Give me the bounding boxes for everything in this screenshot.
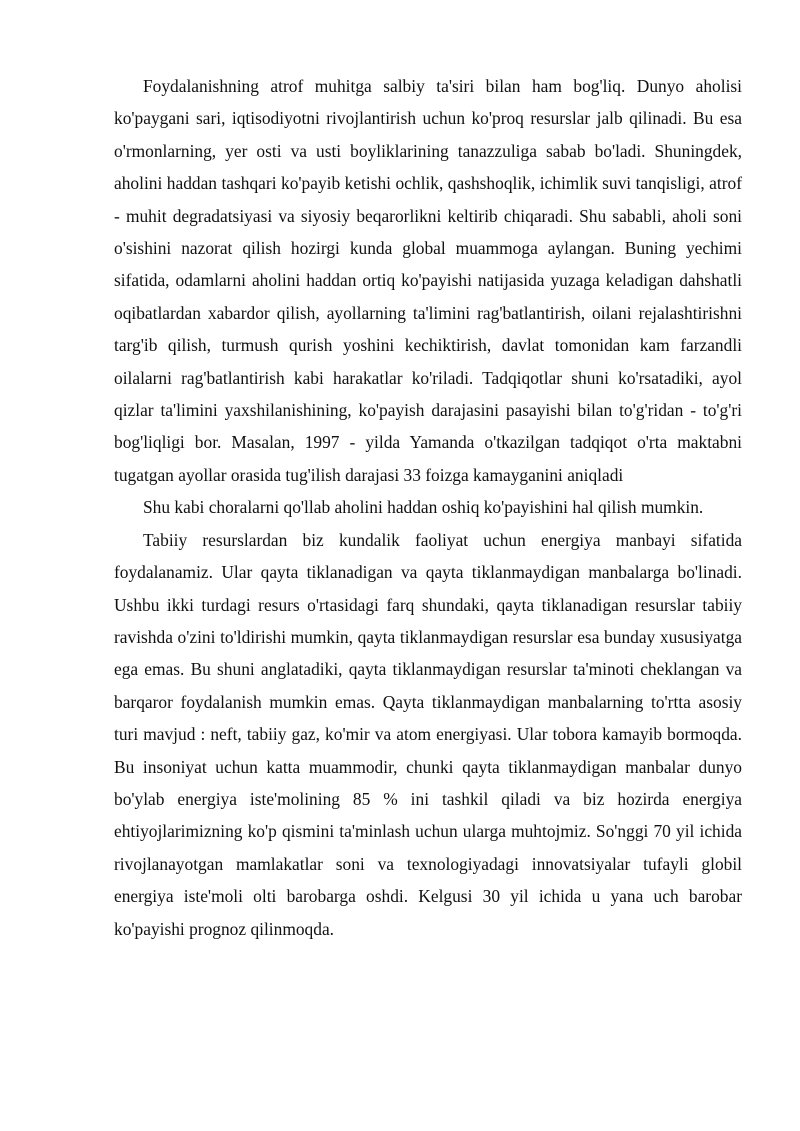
paragraph-measures: Shu kabi choralarni qo'llab aholini haddan oshiq ko'payishini hal qilish mumkin.: [143, 497, 704, 518]
paragraph-population-impact: Foydalanishning atrof muhitga salbiy ta'siri bilan ham bog'liq. Dunyo aholisi ko'paygani sari, iqtisodiyotni rivojlantirish uchun ko'proq resurslar jalb qilinadi. Bu esa o'rmonlarning, yer osti va usti boyliklarining tanazzuliga sabab bo'ladi. Shuningdek, aholini haddan tashqari ko'payib ketishi ochlik, qashshoqlik, ichimlik suvi tanqisligi, atrof - muhit degradatsiyasi va siyosiy beqarorlikni keltirib chiqaradi. Shu sababli, aholi soni o'sishini nazorat qilish hozirgi kunda global muammoga aylangan. Buning yechimi sifatida, odamlarni aholini haddan ortiq ko'payishi natijasida yuzaga keladigan dahshatli oqibatlardan xabardor qilish, ayollarning ta'limini rag'batlantirish, oilani rejalashtirishni targ'ib qilish, turmush qurish yoshini kechiktirish, davlat tomonidan kam farzandli oilalarni rag'batlantirish kabi harakatlar ko'riladi. Tadqiqotlar shuni ko'rsatadiki, ayol qizlar ta'limini yaxshilanishining, ko'payish darajasini pasayishi bilan to'g'ridan - to'g'ri bog'liqligi bor. Masalan, 1997 - yilda Yamanda o'tkazilgan tadqiqot o'rta maktabni tugatgan ayollar orasida tug'ilish darajasi 33 foizga kamayganini aniqladi: [114, 76, 742, 485]
document-page: [114, 70, 742, 945]
paragraph-energy-resources: Tabiiy resurslardan biz kundalik faoliyat uchun energiya manbayi sifatida foydalanamiz. Ular qayta tiklanadigan va qayta tiklanmaydigan manbalarga bo'linadi. Ushbu ikki turdagi resurs o'rtasidagi farq shundaki, qayta tiklanadigan resurslar tabiiy ravishda o'zini to'ldirishi mumkin, qayta tiklanmaydigan resurslar esa bunday xususiyatga ega emas. Bu shuni anglatadiki, qayta tiklanmaydigan resurslar ta'minoti cheklangan va barqaror foydalanish mumkin emas. Qayta tiklanmaydigan manbalarning to'rtta asosiy turi mavjud : neft, tabiiy gaz, ko'mir va atom energiyasi. Ular tobora kamayib bormoqda. Bu insoniyat uchun katta muammodir, chunki qayta tiklanmaydigan manbalar dunyo bo'ylab energiya iste'molining 85 % ini tashkil qiladi va biz hozirda energiya ehtiyojlarimizning ko'p qismini ta'minlash uchun ularga muhtojmiz. So'nggi 70 yil ichida rivojlanayotgan mamlakatlar soni va texnologiyadagi innovatsiyalar tufayli globil energiya iste'moli olti barobarga oshdi. Kelgusi 30 yil ichida u yana uch barobar ko'payishi prognoz qilinmoqda.: [114, 529, 742, 939]
